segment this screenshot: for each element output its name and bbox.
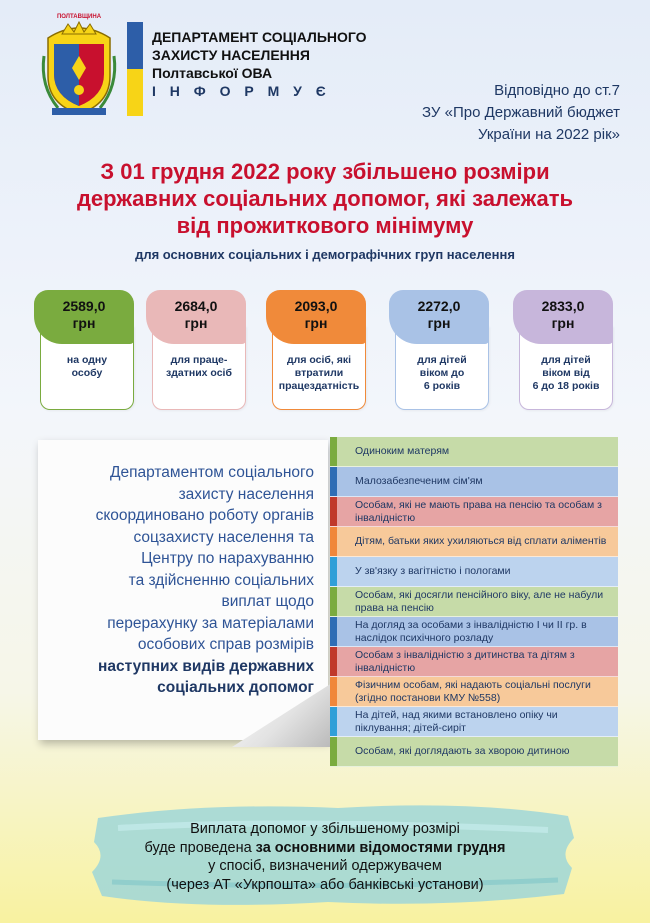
category-label: У зв'язку з вагітністю і пологами [355, 565, 511, 578]
note-line2: захисту населення [178, 485, 314, 503]
subsistence-card [146, 290, 246, 410]
headline-subtitle: для основних соціальних і демографічних груп населення [135, 247, 515, 262]
card-desc-line: для осіб, які [286, 354, 352, 366]
category-label: На догляд за особами з інвалідністю І чи ІІ гр. в наслідок психічного розладу [355, 619, 587, 644]
card-unit: грн [551, 315, 575, 331]
card-desc-line: для праце- [170, 354, 228, 366]
benefit-category-row [330, 677, 618, 707]
subsistence-card [34, 290, 134, 410]
headline-line1: З 01 грудня 2022 року збільшено розміри [100, 159, 550, 184]
category-label: Дітям, батьки яких ухиляються від сплати аліментів [355, 535, 607, 548]
category-color-bar [330, 737, 337, 766]
card-amount: 2833,0 [541, 298, 585, 314]
category-color-bar [330, 647, 337, 676]
card-description [395, 354, 489, 393]
card-amount-tab [146, 290, 246, 344]
card-description [272, 354, 366, 393]
note-line8: перерахунку за матеріалами [107, 614, 314, 632]
note-line11: соціальних допомог [157, 679, 314, 696]
category-label: Особам, які досягли пенсійного віку, але не набули права на пенсію [355, 589, 604, 614]
category-label: Особам, які не мають права на пенсію та особам з інвалідністю [355, 499, 602, 524]
card-amount: 2272,0 [417, 298, 461, 314]
emblem-caption: ПОЛТАВЩИНА [56, 14, 102, 20]
subsistence-card [266, 290, 366, 410]
headline-line3: від прожиткового мінімуму [176, 213, 474, 238]
category-color-bar [330, 437, 337, 466]
card-unit: грн [304, 315, 328, 331]
card-desc-line: здатних осіб [166, 367, 232, 379]
footer-line2: буде проведена за основними відомостями грудня [144, 839, 506, 856]
legal-line2: ЗУ «Про Державний бюджет [422, 104, 620, 121]
card-unit: грн [72, 315, 96, 331]
dept-informs: І Н Ф О Р М У Є [152, 83, 331, 99]
poltava-coat-of-arms-icon [38, 16, 120, 116]
note-line5: Центру по нарахуванню [141, 550, 314, 567]
benefit-category-row [330, 437, 618, 467]
card-amount: 2684,0 [174, 298, 218, 314]
card-desc-line: втратили [294, 367, 344, 379]
card-desc-line: для дітей [541, 354, 591, 366]
category-color-bar [330, 587, 337, 616]
category-label: Особам, які доглядають за хворою дитиною [355, 745, 570, 758]
category-label: Особам з інвалідністю з дитинства та дітям з інвалідністю [355, 649, 575, 674]
benefit-category-row [330, 737, 618, 767]
benefit-categories-list [330, 437, 618, 767]
dept-line1: ДЕПАРТАМЕНТ СОЦІАЛЬНОГО [152, 29, 367, 45]
benefit-category-row [330, 497, 618, 527]
note-line3: скоординовано роботу органів [95, 507, 314, 524]
card-desc-line: особу [71, 367, 103, 379]
benefit-category-row [330, 587, 618, 617]
card-description [519, 354, 613, 393]
benefit-category-row [330, 647, 618, 677]
card-desc-line: віком до [419, 367, 465, 379]
benefit-category-row [330, 557, 618, 587]
card-desc-line: віком від [542, 367, 590, 379]
category-label: Фізичним особам, які надають соціальні послуги (згідно постанови КМУ №558) [355, 679, 591, 704]
card-unit: грн [184, 315, 208, 331]
benefit-category-row [330, 467, 618, 497]
note-line7: виплат щодо [221, 593, 314, 610]
note-line6: та здійсненню соціальних [128, 571, 314, 589]
note-line9: особових справ розмірів [137, 636, 314, 653]
category-color-bar [330, 617, 337, 646]
note-line1: Департаментом соціального [109, 464, 314, 481]
card-desc-line: 6 років [423, 380, 461, 392]
category-color-bar [330, 557, 337, 586]
card-description [40, 354, 134, 380]
card-desc-line: 6 до 18 років [532, 380, 600, 392]
benefit-category-row [330, 617, 618, 647]
dept-line2: ЗАХИСТУ НАСЕЛЕННЯ [152, 47, 310, 63]
card-desc-line: на одну [66, 354, 108, 366]
category-label: Малозабезпеченим сім'ям [355, 475, 483, 488]
dept-line3: Полтавської ОВА [152, 65, 273, 81]
note-line4: соцзахисту населення та [133, 528, 314, 546]
headline [30, 158, 620, 239]
headline-line2: державних соціальних допомог, які залежать [76, 186, 574, 211]
category-color-bar [330, 497, 337, 526]
card-amount: 2589,0 [62, 298, 106, 314]
card-unit: грн [427, 315, 451, 331]
category-color-bar [330, 707, 337, 736]
card-amount-tab [513, 290, 613, 344]
category-label: Одиноким матерям [355, 445, 450, 458]
card-amount: 2093,0 [294, 298, 338, 314]
category-color-bar [330, 467, 337, 496]
note-line10: наступних видів державних [98, 657, 314, 675]
subsistence-card [389, 290, 489, 410]
card-amount-tab [34, 290, 134, 344]
card-amount-tab [266, 290, 366, 344]
category-color-bar [330, 677, 337, 706]
footer-line4: (через АТ «Укрпошта» або банківські установи) [166, 876, 484, 893]
payment-info [60, 820, 590, 894]
footer-line1: Виплата допомог у збільшеному розмірі [190, 821, 460, 837]
card-desc-line: працездатність [278, 380, 360, 392]
legal-line3: України на 2022 рік» [477, 126, 620, 143]
legal-line1: Відповідно до ст.7 [494, 82, 620, 99]
benefit-category-row [330, 707, 618, 737]
ukrainian-flag-strip [127, 22, 143, 116]
card-desc-line: для дітей [417, 354, 467, 366]
info-note-text [48, 462, 314, 699]
card-description [152, 354, 246, 380]
legal-reference [360, 80, 620, 146]
category-label: На дітей, над якими встановлено опіку чи піклування; дітей-сиріт [355, 709, 558, 734]
footer-line3: у спосіб, визначений одержувачем [208, 858, 442, 874]
card-amount-tab [389, 290, 489, 344]
category-color-bar [330, 527, 337, 556]
subsistence-card [513, 290, 613, 410]
benefit-category-row [330, 527, 618, 557]
